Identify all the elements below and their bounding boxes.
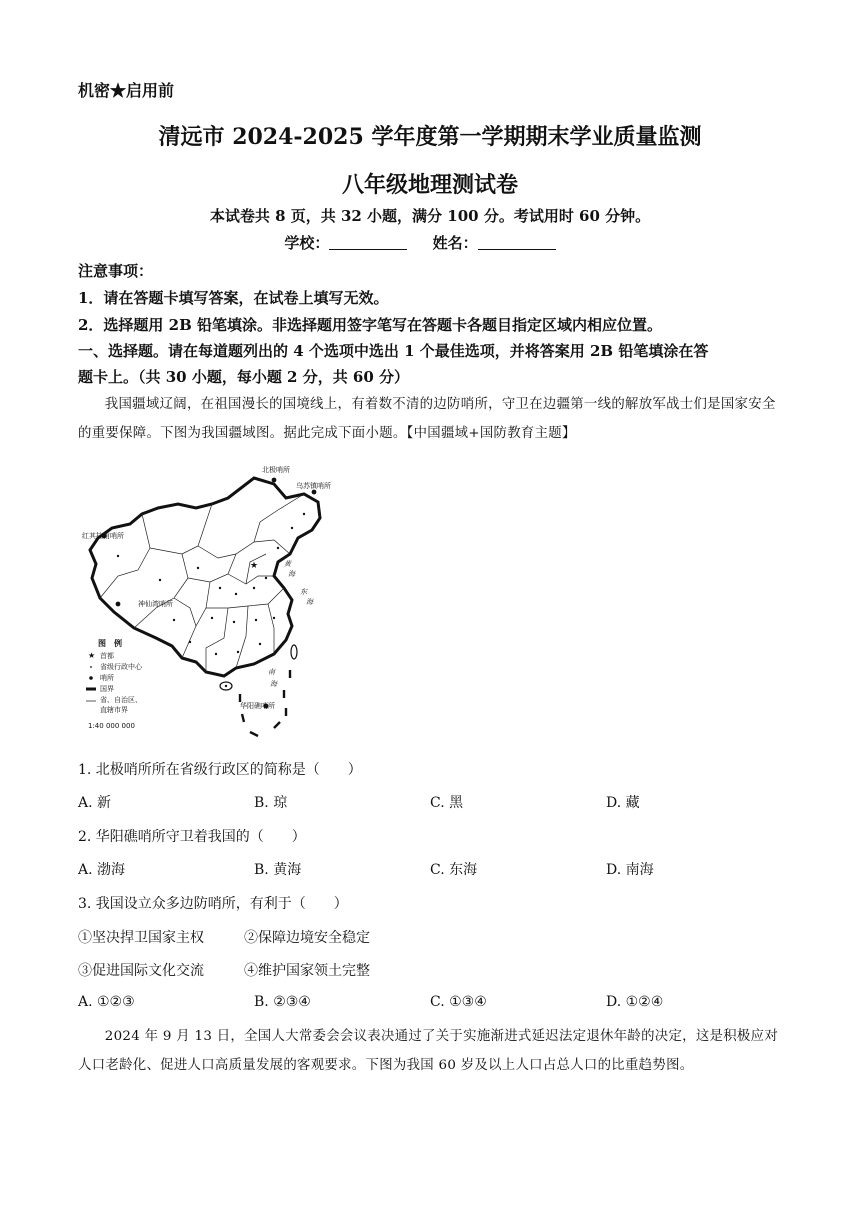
- q3-statement-4: ④维护国家领土完整: [244, 963, 370, 979]
- notes-heading: 注意事项：: [78, 262, 154, 280]
- map-scale: 1:40 000 000: [88, 722, 135, 730]
- school-label: 学校：: [284, 234, 330, 252]
- q1-option-c[interactable]: C. 黑: [430, 795, 464, 811]
- notes-item-2: 2．选择题用 2B 铅笔填涂。非选择题用签字笔写在答题卡各题目指定区域内相应位置。: [78, 316, 663, 334]
- q1-option-a[interactable]: A. 新: [78, 795, 112, 811]
- school-name-row: [0, 232, 860, 253]
- q2-option-a[interactable]: A. 渤海: [78, 862, 126, 878]
- map-label-nanhai-2: 海: [270, 680, 277, 688]
- map-legend: [86, 638, 143, 730]
- q1-option-d[interactable]: D. 藏: [606, 795, 640, 811]
- question-2-stem: 2. 华阳礁哨所守卫着我国的（ ）: [78, 829, 306, 845]
- taiwan-island: [291, 645, 297, 659]
- passage-1: 我国疆域辽阔，在祖国漫长的国境线上，有着数不清的边防哨所，守卫在边疆第一线的解放军战士们是国家安全的重要保障。下图为我国疆域图。据此完成下面小题。【中国疆域+国防教育主题】: [78, 397, 776, 441]
- province-boundaries: [100, 494, 304, 672]
- legend-item-sentry: 哨所: [100, 674, 114, 682]
- section-heading-line1: 一、选择题。请在每道题列出的 4 个选项中选出 1 个最佳选项，并将答案用 2B 铅笔填涂在答: [78, 342, 709, 360]
- q3-option-a[interactable]: A. ①②③: [78, 994, 135, 1010]
- legend-sentry-icon: [89, 676, 93, 680]
- map-label-huanghai-1: 黄: [284, 560, 291, 568]
- map-label-wusu: 乌苏镇哨所: [296, 482, 331, 490]
- map-label-donghai-2: 海: [306, 598, 313, 606]
- notes-item-1: 1．请在答题卡填写答案，在试卷上填写无效。: [78, 289, 389, 307]
- q2-option-c[interactable]: C. 东海: [430, 862, 478, 878]
- q3-option-c[interactable]: C. ①③④: [430, 994, 487, 1010]
- q3-statement-3: ③促进国际文化交流: [78, 963, 204, 979]
- legend-title: 图 例: [98, 639, 122, 648]
- q3-statement-2: ②保障边境安全稳定: [244, 930, 370, 946]
- legend-star-icon: ★: [88, 651, 96, 660]
- q3-statement-1: ①坚决捍卫国家主权: [78, 930, 204, 946]
- map-label-donghai-1: 东: [300, 588, 307, 596]
- q1-option-b[interactable]: B. 琼: [254, 795, 288, 811]
- legend-item-provincial-center: 省级行政中心: [100, 663, 142, 671]
- capital-star-icon: ★: [250, 561, 259, 571]
- exam-info: 本试卷共 8 页，共 32 小题，满分 100 分。考试用时 60 分钟。: [209, 207, 651, 225]
- map-label-hongqilafu: 红其拉甫哨所: [82, 532, 124, 540]
- q2-option-d[interactable]: D. 南海: [606, 862, 654, 878]
- q3-option-d[interactable]: D. ①②④: [606, 994, 664, 1010]
- map-label-beiji: 北极哨所: [262, 466, 290, 474]
- question-3-stem: 3. 我国设立众多边防哨所，有利于（ ）: [78, 896, 348, 912]
- exam-title: 清远市 2024-2025 学年度第一学期期末学业质量监测: [158, 124, 702, 150]
- q2-option-b[interactable]: B. 黄海: [254, 862, 302, 878]
- map-label-nanhai-1: 南: [268, 668, 275, 676]
- passage-2: 2024 年 9 月 13 日，全国人大常委会会议表决通过了关于实施渐进式延迟法定退休年龄的决定，这是积极应对人口老龄化、促进人口高质量发展的客观要求。下图为我国 60 岁及以上人口占总人口的比重趋势图。: [78, 1029, 779, 1073]
- name-label: 姓名：: [432, 234, 478, 252]
- legend-item-capital: 首都: [100, 652, 114, 660]
- legend-item-border: 国界: [100, 685, 114, 693]
- school-blank: [329, 235, 407, 250]
- map-label-shenxianwan: 神仙湾哨所: [138, 600, 173, 608]
- map-label-huayangjiao: 华阳礁哨所: [240, 702, 275, 710]
- china-territory-map: [78, 458, 348, 740]
- section-heading-line2: 题卡上。（共 30 小题，每小题 2 分，共 60 分）: [78, 368, 410, 386]
- confidential-label: 机密★启用前: [78, 81, 175, 100]
- legend-item-province-1: 省、自治区、: [100, 696, 142, 704]
- exam-subtitle: 八年级地理测试卷: [341, 172, 518, 198]
- q3-option-b[interactable]: B. ②③④: [254, 994, 311, 1010]
- question-1-stem: 1. 北极哨所所在省级行政区的简称是（ ）: [78, 762, 362, 778]
- legend-item-province-2: 直辖市界: [100, 706, 128, 714]
- map-label-huanghai-2: 海: [288, 570, 295, 578]
- name-blank: [478, 235, 556, 250]
- china-border-outline: [90, 478, 320, 676]
